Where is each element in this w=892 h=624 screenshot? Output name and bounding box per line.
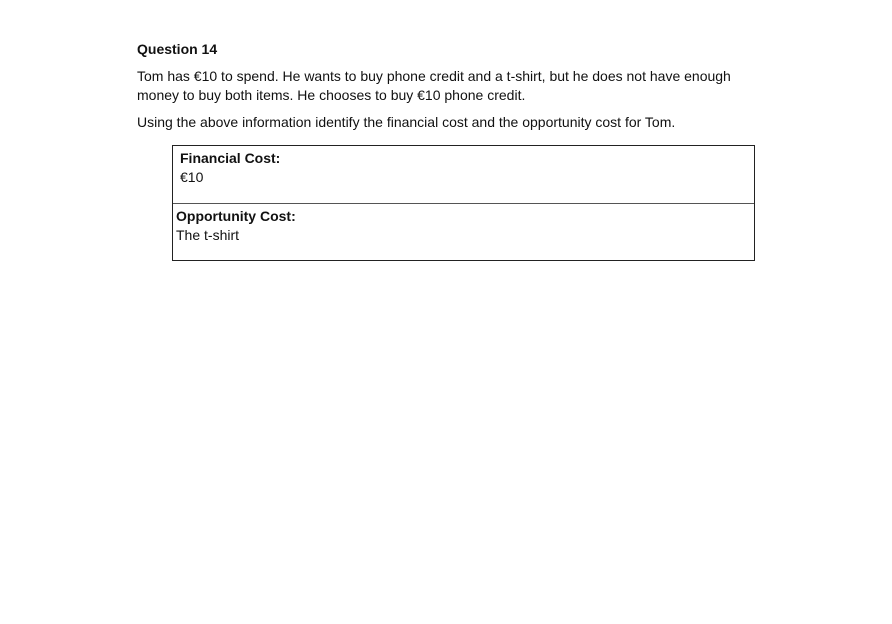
- financial-cost-value: €10: [180, 169, 204, 185]
- question-instruction-text: Using the above information identify the financial cost and the opportunity cost for Tom.: [137, 114, 676, 130]
- question-title: Question 14: [137, 41, 218, 57]
- question-scenario-text: Tom has €10 to spend. He wants to buy phone credit and a t-shirt, but he does not have enough money to buy both items. He chooses to buy €10 phone credit.: [137, 68, 731, 103]
- financial-cost-label: Financial Cost:: [180, 150, 281, 166]
- opportunity-cost-label: Opportunity Cost:: [176, 208, 296, 224]
- answer-table: [172, 145, 755, 261]
- opportunity-cost-cell: [173, 203, 754, 260]
- opportunity-cost-value: The t-shirt: [176, 227, 240, 243]
- financial-cost-cell: [173, 146, 754, 203]
